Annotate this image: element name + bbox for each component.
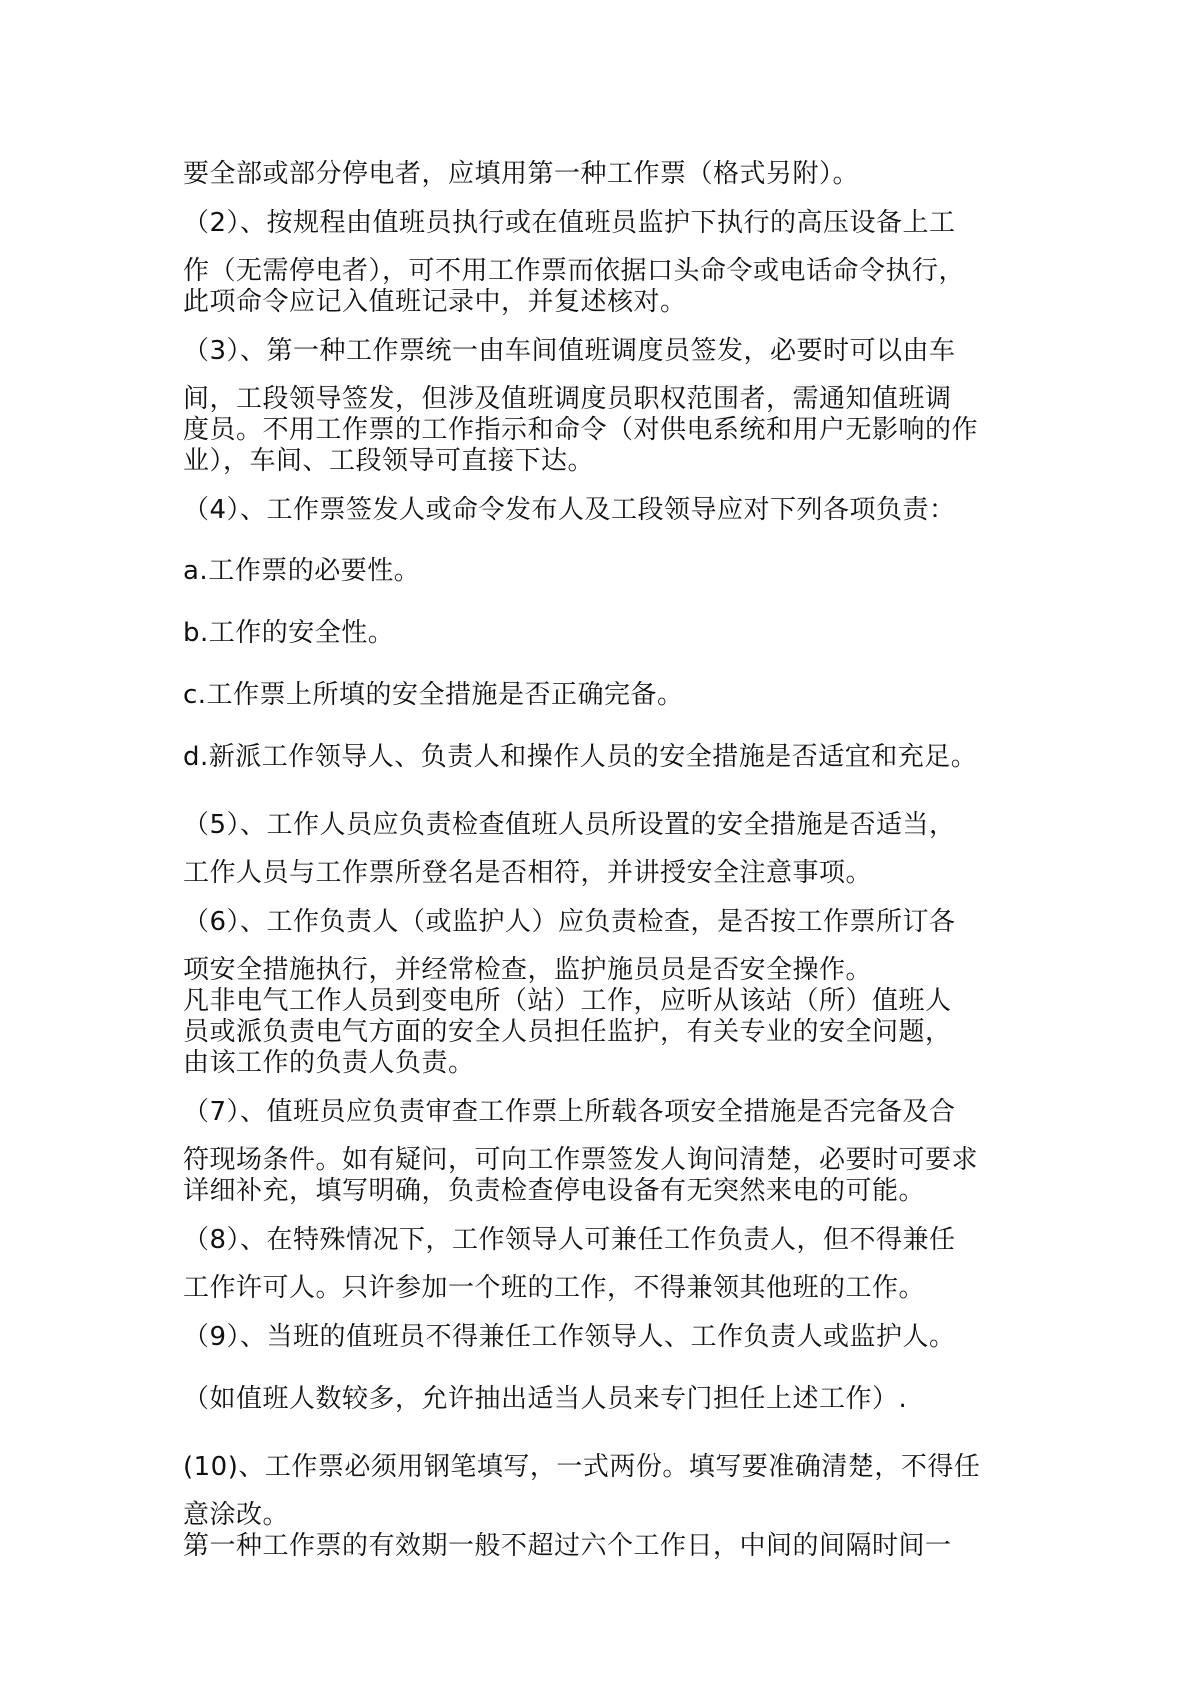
text-line: d.新派工作领导人、负责人和操作人员的安全措施是否适宜和充足。 xyxy=(183,742,978,772)
text-line: 要全部或部分停电者，应填用第一种工作票（格式另附）。 xyxy=(183,159,860,189)
text-line: 第一种工作票的有效期一般不超过六个工作日，中间的间隔时间一 xyxy=(183,1531,952,1561)
text-line: （如值班人数较多，允许抽出适当人员来专门担任上述工作）. xyxy=(183,1384,908,1414)
text-line: b.工作的安全性。 xyxy=(183,618,395,648)
text-line: 意涂改。 xyxy=(183,1500,290,1530)
text-line: 作（无需停电者），可不用工作票而依据口头命令或电话命令执行， xyxy=(183,256,966,286)
text-line: (10)、工作票必须用钢笔填写，一式两份。填写要准确清楚，不得任 xyxy=(183,1452,981,1482)
text-line: 符现场条件。如有疑问，可向工作票签发人询问清楚，必要时可要求 xyxy=(183,1145,979,1175)
text-line: （9）、当班的值班员不得兼任工作领导人、工作负责人或监护人。 xyxy=(183,1322,956,1352)
text-line: 由该工作的负责人负责。 xyxy=(183,1048,475,1078)
text-line: 间，工段领导签发，但涉及值班调度员职权范围者，需通知值班调 xyxy=(183,384,952,414)
text-line: c.工作票上所填的安全措施是否正确完备。 xyxy=(183,680,684,710)
text-line: （6）、工作负责人（或监护人）应负责检查，是否按工作票所订各 xyxy=(183,907,956,937)
text-line: （2）、按规程由值班员执行或在值班员监护下执行的高压设备上工 xyxy=(183,208,956,238)
text-line: 凡非电气工作人员到变电所（站）工作，应听从该站（所）值班人 xyxy=(183,986,952,1016)
text-line: 工作人员与工作票所登名是否相符，并讲授安全注意事项。 xyxy=(183,858,873,888)
text-line: （7）、值班员应负责审查工作票上所载各项安全措施是否完备及合 xyxy=(183,1097,956,1127)
text-line: a.工作票的必要性。 xyxy=(183,556,421,586)
text-line: （4）、工作票签发人或命令发布人及工段领导应对下列各项负责： xyxy=(183,495,956,525)
text-line: （3）、第一种工作票统一由车间值班调度员签发，必要时可以由车 xyxy=(183,336,956,366)
text-line: 项安全措施执行，并经常检查，监护施员员是否安全操作。 xyxy=(183,955,873,985)
text-line: （8）、在特殊情况下，工作领导人可兼任工作负责人，但不得兼任 xyxy=(183,1225,956,1255)
text-line: 度员。不用工作票的工作指示和命令（对供电系统和用户无影响的作 xyxy=(183,415,979,445)
text-line: 此项命令应记入值班记录中，并复述核对。 xyxy=(183,287,687,317)
text-line: （5）、工作人员应负责检查值班人员所设置的安全措施是否适当， xyxy=(183,810,956,840)
text-line: 详细补充，填写明确，负责检查停电设备有无突然来电的可能。 xyxy=(183,1176,926,1206)
text-line: 业），车间、工段领导可直接下达。 xyxy=(183,446,595,476)
text-line: 员或派负责电气方面的安全人员担任监护，有关专业的安全问题， xyxy=(183,1017,952,1047)
text-line: 工作许可人。只许参加一个班的工作，不得兼领其他班的工作。 xyxy=(183,1273,926,1303)
